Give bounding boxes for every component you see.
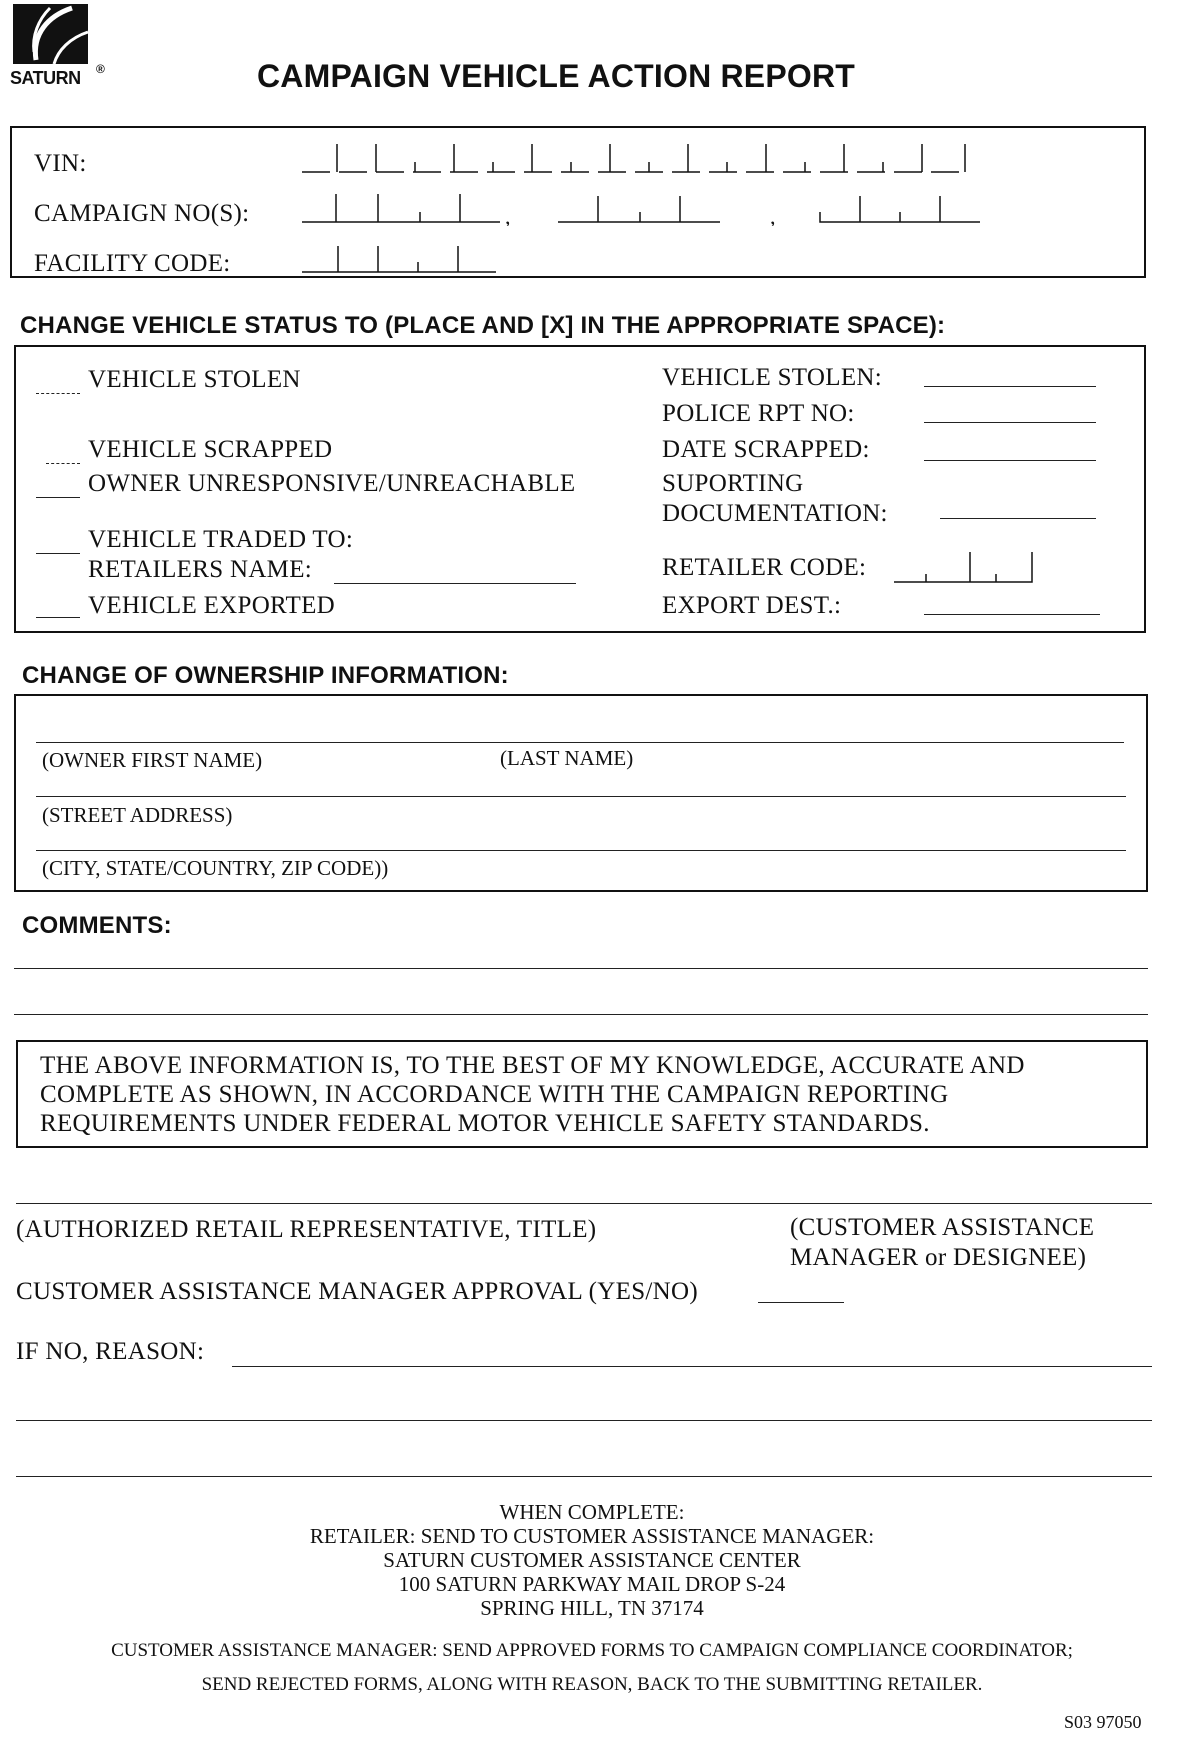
form-number: S03 97050 xyxy=(1064,1712,1142,1732)
city-state-zip-label: (CITY, STATE/COUNTRY, ZIP CODE)) xyxy=(42,856,389,880)
status-heading: CHANGE VEHICLE STATUS TO (PLACE AND [X] IN THE APPROPRIATE SPACE): xyxy=(20,312,946,339)
footer-line-7: SEND REJECTED FORMS, ALONG WITH REASON, BACK TO THE SUBMITTING RETAILER. xyxy=(201,1674,983,1695)
last-name-label: (LAST NAME) xyxy=(500,746,634,770)
option-exported: VEHICLE EXPORTED xyxy=(88,592,336,619)
option-traded: VEHICLE TRADED TO: xyxy=(88,526,354,553)
signature-line[interactable] xyxy=(16,1203,1152,1204)
police-report-label: POLICE RPT NO: xyxy=(662,400,855,427)
facility-label: FACILITY CODE: xyxy=(34,250,231,277)
police-report-field[interactable] xyxy=(924,422,1096,423)
comments-heading: COMMENTS: xyxy=(22,912,172,939)
reason-line-3[interactable] xyxy=(16,1476,1152,1477)
svg-text:,: , xyxy=(505,204,511,226)
supporting-label-2: DOCUMENTATION: xyxy=(662,500,888,527)
retailers-name-label: RETAILERS NAME: xyxy=(88,556,313,583)
owner-name-field[interactable] xyxy=(36,742,1124,743)
approval-field[interactable] xyxy=(758,1302,844,1303)
saturn-logo xyxy=(10,2,110,97)
certification-line-3: REQUIREMENTS UNDER FEDERAL MOTOR VEHICLE SAFETY STANDARDS. xyxy=(40,1110,930,1137)
stolen-checkbox[interactable] xyxy=(36,393,80,394)
retailer-code-input[interactable] xyxy=(892,546,1062,586)
comments-line-2[interactable] xyxy=(14,1014,1148,1015)
footer-line-3: SATURN CUSTOMER ASSISTANCE CENTER xyxy=(383,1548,801,1572)
cam-label-1: (CUSTOMER ASSISTANCE xyxy=(790,1214,1095,1241)
comments-line-1[interactable] xyxy=(14,968,1148,969)
export-dest-label: EXPORT DEST.: xyxy=(662,592,842,619)
retailer-code-label: RETAILER CODE: xyxy=(662,554,867,581)
export-dest-field[interactable] xyxy=(924,614,1100,615)
registered-mark: ® xyxy=(96,62,105,76)
facility-code-input[interactable] xyxy=(300,232,500,276)
svg-text:,: , xyxy=(770,204,776,226)
first-name-label: (OWNER FIRST NAME) xyxy=(42,748,263,772)
reason-line-1[interactable] xyxy=(232,1366,1152,1367)
date-scrapped-field[interactable] xyxy=(924,460,1096,461)
footer-line-6: CUSTOMER ASSISTANCE MANAGER: SEND APPROVED FORMS TO CAMPAIGN COMPLIANCE COORDINATOR; xyxy=(111,1640,1073,1661)
page-title: CAMPAIGN VEHICLE ACTION REPORT xyxy=(257,58,856,94)
supporting-field[interactable] xyxy=(940,518,1096,519)
if-no-reason-label: IF NO, REASON: xyxy=(16,1338,205,1365)
authorized-rep-label: (AUTHORIZED RETAIL REPRESENTATIVE, TITLE) xyxy=(16,1216,597,1243)
city-state-zip-field[interactable] xyxy=(36,850,1126,851)
footer-line-4: 100 SATURN PARKWAY MAIL DROP S-24 xyxy=(398,1572,786,1596)
ownership-heading: CHANGE OF OWNERSHIP INFORMATION: xyxy=(22,662,509,689)
certification-line-2: COMPLETE AS SHOWN, IN ACCORDANCE WITH THE CAMPAIGN REPORTING xyxy=(40,1081,949,1108)
supporting-label-1: SUPORTING xyxy=(662,470,804,497)
logo-text: SATURN xyxy=(10,68,81,88)
vin-label: VIN: xyxy=(34,150,87,177)
unresponsive-checkbox[interactable] xyxy=(36,497,80,498)
option-stolen: VEHICLE STOLEN xyxy=(88,366,301,393)
certification-line-1: THE ABOVE INFORMATION IS, TO THE BEST OF MY KNOWLEDGE, ACCURATE AND xyxy=(40,1052,1025,1079)
cam-label-2: MANAGER or DESIGNEE) xyxy=(790,1244,1087,1271)
traded-checkbox[interactable] xyxy=(36,553,80,554)
retailers-name-field[interactable] xyxy=(334,583,576,584)
exported-checkbox[interactable] xyxy=(36,617,80,618)
footer-line-2: RETAILER: SEND TO CUSTOMER ASSISTANCE MANAGER: xyxy=(309,1524,875,1548)
approval-label: CUSTOMER ASSISTANCE MANAGER APPROVAL (YES/NO) xyxy=(16,1278,698,1305)
stolen-detail-label: VEHICLE STOLEN: xyxy=(662,364,882,391)
option-unresponsive: OWNER UNRESPONSIVE/UNREACHABLE xyxy=(88,470,576,497)
campaign-label: CAMPAIGN NO(S): xyxy=(34,200,250,227)
vin-input[interactable] xyxy=(300,132,1010,176)
date-scrapped-label: DATE SCRAPPED: xyxy=(662,436,870,463)
stolen-detail-field[interactable] xyxy=(924,386,1096,387)
footer-line-1: WHEN COMPLETE: xyxy=(499,1500,685,1524)
footer-line-5: SPRING HILL, TN 37174 xyxy=(480,1596,704,1620)
scrapped-checkbox[interactable] xyxy=(46,463,80,464)
street-address-field[interactable] xyxy=(36,796,1126,797)
campaign-number-input[interactable] xyxy=(300,182,1000,226)
reason-line-2[interactable] xyxy=(16,1420,1152,1421)
option-scrapped: VEHICLE SCRAPPED xyxy=(88,436,333,463)
street-address-label: (STREET ADDRESS) xyxy=(42,803,233,827)
